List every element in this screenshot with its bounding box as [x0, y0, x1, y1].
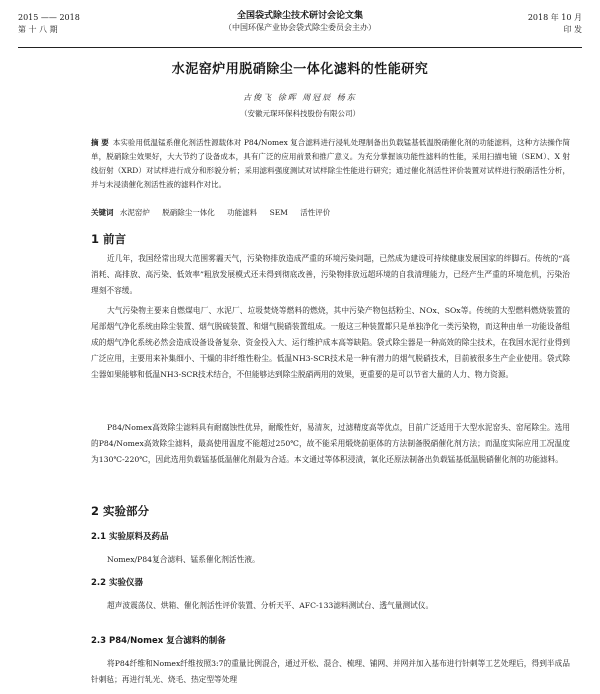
intro-paragraph-1: 近几年，我国经常出现大范围雾霾天气，污染物排放造成严重的环境污染问题，已然成为建设可持续健康发展国家的绊脚石。传统的“高消耗、高排放、高污染、低效率”粗放发展模式还未得到彻底改善，污染物排放远超环境的自我清理能力，已经产生严重的环境危机，污染治理刻不容缓。	[91, 254, 570, 295]
article-affiliation: （安徽元琛环保科技股份有限公司）	[240, 109, 360, 118]
subsection-heading-materials: 2.1 实验原料及药品	[91, 532, 169, 542]
section-heading-experiment: 2 实验部分	[91, 504, 150, 518]
instruments-paragraph: 超声波震荡仪、烘箱、催化剂活性评价装置、分析天平、AFC-133滤料测试台、透气量测试仪。	[107, 601, 434, 610]
header-right	[528, 12, 582, 36]
article-title: 水泥窑炉用脱硝除尘一体化滤料的性能研究	[171, 62, 429, 77]
running-header	[18, 10, 582, 52]
keyword: 活性评价	[300, 208, 331, 217]
keyword: SEM	[269, 208, 288, 217]
header-issue: 第 十 八 期	[18, 25, 58, 34]
intro-paragraph-2: 大气污染物主要来自燃煤电厂、水泥厂、垃圾焚烧等燃料的燃烧，其中污染产物包括粉尘、NOx、SOx等。传统的大型燃料燃烧装置的尾部烟气净化系统由除尘装置、烟气脱硫装置、和烟气脱硝装置组成。一般这三种装置都只是单独净化一类污染物，而这种由单一功能设备组成的烟气净化系统必然会造成设备设备复杂、资金投入大、运行维护成本高等缺陷。袋式除尘器是一种高效的除尘技术，在我国水泥行业得到广泛应用，主要用来补集细小、干燥的非纤维性粉尘。低温NH3-SCR技术是一种有潜力的烟气脱硝技术，目前被很多生产企业使用。袋式除尘器如果能够和低温NH3-SCR技术结合，不但能够达到除尘脱硝两用的效果，更重要的是可以节省大量的人力、物力资源。	[91, 306, 570, 379]
header-center	[18, 10, 582, 34]
keyword: 脱硝除尘一体化	[162, 208, 215, 217]
section-heading-introduction: 1 前言	[91, 232, 127, 246]
subsection-heading-preparation: 2.3 P84/Nomex 复合滤料的制备	[91, 636, 226, 646]
header-divider	[18, 47, 582, 48]
subsection-heading-instruments: 2.2 实验仪器	[91, 578, 144, 588]
header-date: 2018 年 10 月	[527, 13, 582, 22]
abstract-label: 摘 要	[91, 138, 109, 147]
proceedings-organizer: （中国环保产业协会袋式除尘委员会主办）	[224, 23, 376, 32]
proceedings-title: 全国袋式除尘技术研讨会论文集	[236, 11, 363, 21]
abstract	[91, 136, 570, 192]
keywords	[91, 206, 570, 220]
article-authors: 古俊飞 徐晖 周冠辰 杨东	[243, 93, 357, 102]
preparation-paragraph: 将P84纤维和Nomex纤维按照3:7的重量比例混合，通过开松、混合、梳理、铺网、并网并加入基布进行针刺等工艺处理后，得到半成品针刺毡；再进行轧光、烧毛、热定型等处理	[91, 659, 570, 684]
materials-paragraph: Nomex/P84复合滤料、锰系催化剂活性液。	[107, 555, 260, 564]
header-year-range: 2015 —— 2018	[18, 13, 80, 22]
header-print-note: 印 发	[563, 25, 582, 34]
keywords-label: 关键词	[91, 208, 114, 217]
keyword: 功能滤料	[227, 208, 258, 217]
keyword: 水泥窑炉	[119, 208, 150, 217]
intro-paragraph-3: P84/Nomex高效除尘滤料具有耐腐蚀性优异，耐酸性好，易清灰，过滤精度高等优点，目前广泛适用于大型水泥窑头、窑尾除尘。选用的P84/Nomex高效除尘滤料，最高使用温度不能超过250℃，故不能采用煅烧前驱体的方法制备脱硝催化剂方法；而温度实际应用工况温度为130℃-220℃，因此选用负载锰基低温催化剂最为合适。本文通过等体积浸渍，氧化还原法制备出负载锰基低温脱硝催化剂的功能滤料。	[91, 423, 570, 464]
abstract-text: 本实验用低温锰系催化剂活性源载体对 P84/Nomex 复合滤料进行浸轧处理制备出负载锰基低温脱硝催化剂的功能滤料，这种方法操作简单，脱硝除尘效果好，大大节约了设备成本，具有广泛的应用前景和推广意义。为充分掌握该功能性滤料的性能，采用扫描电镜（SEM）、X 射线衍射（XRD）对试样进行成分和形貌分析；采用滤料强度测试对试样除尘性能进行研究；通过催化剂活性评价装置对试样进行脱硝活性分析，并与未浸渍催化剂活性液的滤料作对比。	[91, 138, 570, 189]
